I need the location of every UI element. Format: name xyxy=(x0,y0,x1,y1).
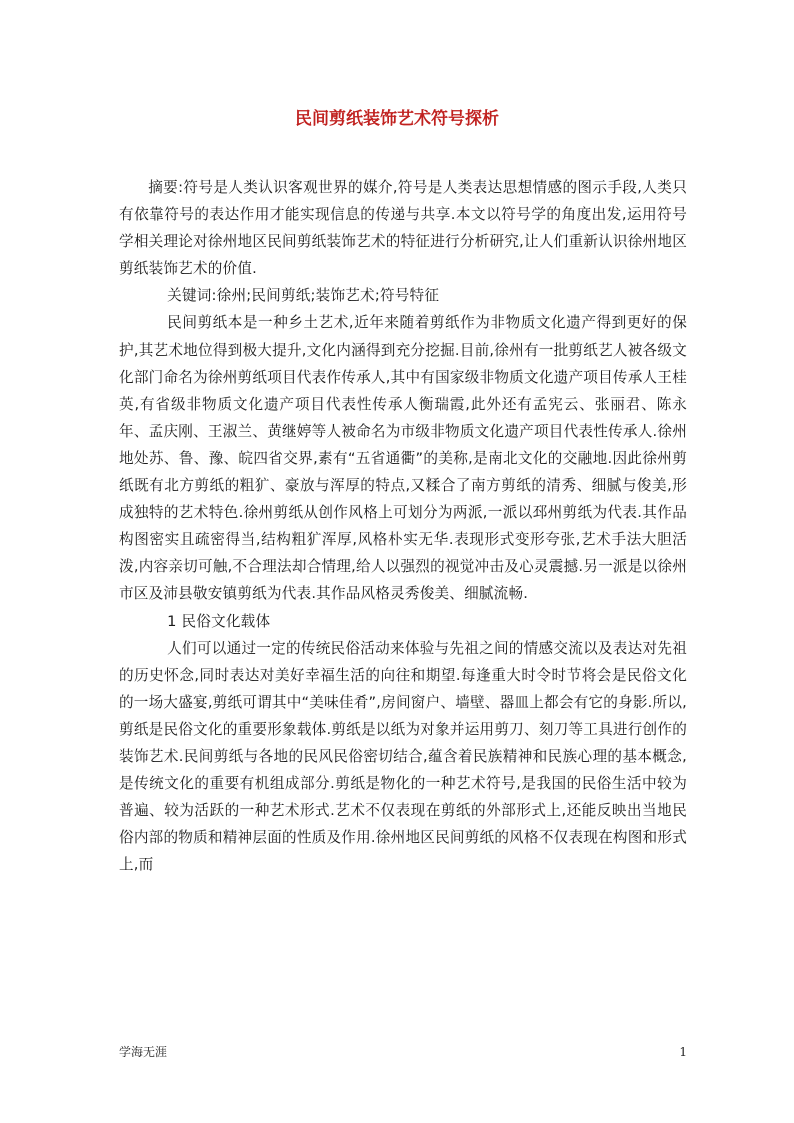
page-title: 民间剪纸装饰艺术符号探析 xyxy=(295,109,499,129)
keywords-paragraph: 关键词:徐州;民间剪纸;装饰艺术;符号特征 xyxy=(167,287,440,305)
document-body xyxy=(119,174,687,878)
footer-text: 学海无涯 xyxy=(119,1045,168,1059)
section-heading: 1 民俗文化载体 xyxy=(167,612,271,630)
page-number: 1 xyxy=(679,1045,687,1059)
body-paragraph: 人们可以通过一定的传统民俗活动来体验与先祖之间的情感交流以及表达对先祖的历史怀念,同时表达对美好幸福生活的向往和期望.每逢重大时令时节将会是民俗文化的一场大盛宴,剪纸可谓其中“美味佳肴”,房间窗户、墙壁、器皿上都会有它的身影.所以,剪纸是民俗文化的重要形象载体.剪纸是以纸为对象并运用剪刀、刻刀等工具进行创作的装饰艺术.民间剪纸与各地的民风民俗密切结合,蕴含着民族精神和民族心理的基本概念,是传统文化的重要有机组成部分.剪纸是物化的一种艺术符号,是我国的民俗生活中较为普遍、较为活跃的一种艺术形式.艺术不仅表现在剪纸的外部形式上,还能反映出当地民俗内部的物质和精神层面的性质及作用.徐州地区民间剪纸的风格不仅表现在构图和形式上,而 xyxy=(119,639,687,874)
abstract-paragraph: 摘要:符号是人类认识客观世界的媒介,符号是人类表达思想情感的图示手段,人类只有依靠符号的表达作用才能实现信息的传递与共享.本文以符号学的角度出发,运用符号学相关理论对徐州地区民间剪纸装饰艺术的特征进行分析研究,让人们重新认识徐州地区剪纸装饰艺术的价值. xyxy=(119,179,687,278)
body-paragraph: 民间剪纸本是一种乡土艺术,近年来随着剪纸作为非物质文化遗产得到更好的保护,其艺术地位得到极大提升,文化内涵得到充分挖掘.目前,徐州有一批剪纸艺人被各级文化部门命名为徐州剪纸项目代表作传承人,其中有国家级非物质文化遗产项目传承人王桂英,有省级非物质文化遗产项目代表性传承人衡瑞霞,此外还有孟宪云、张丽君、陈永年、孟庆刚、王淑兰、黄继婷等人被命名为市级非物质文化遗产项目代表性传承人.徐州地处苏、鲁、豫、皖四省交界,素有“五省通衢”的美称,是南北文化的交融地.因此徐州剪纸既有北方剪纸的粗犷、豪放与浑厚的特点,又糅合了南方剪纸的清秀、细腻与俊美,形成独特的艺术特色.徐州剪纸从创作风格上可划分为两派,一派以邳州剪纸为代表.其作品构图密实且疏密得当,结构粗犷浑厚,风格朴实无华.表现形式变形夸张,艺术手法大胆活泼,内容亲切可触,不合理法却合情理,给人以强烈的视觉冲击及心灵震撼.另一派是以徐州市区及沛县敬安镇剪纸为代表.其作品风格灵秀俊美、细腻流畅. xyxy=(119,314,687,603)
